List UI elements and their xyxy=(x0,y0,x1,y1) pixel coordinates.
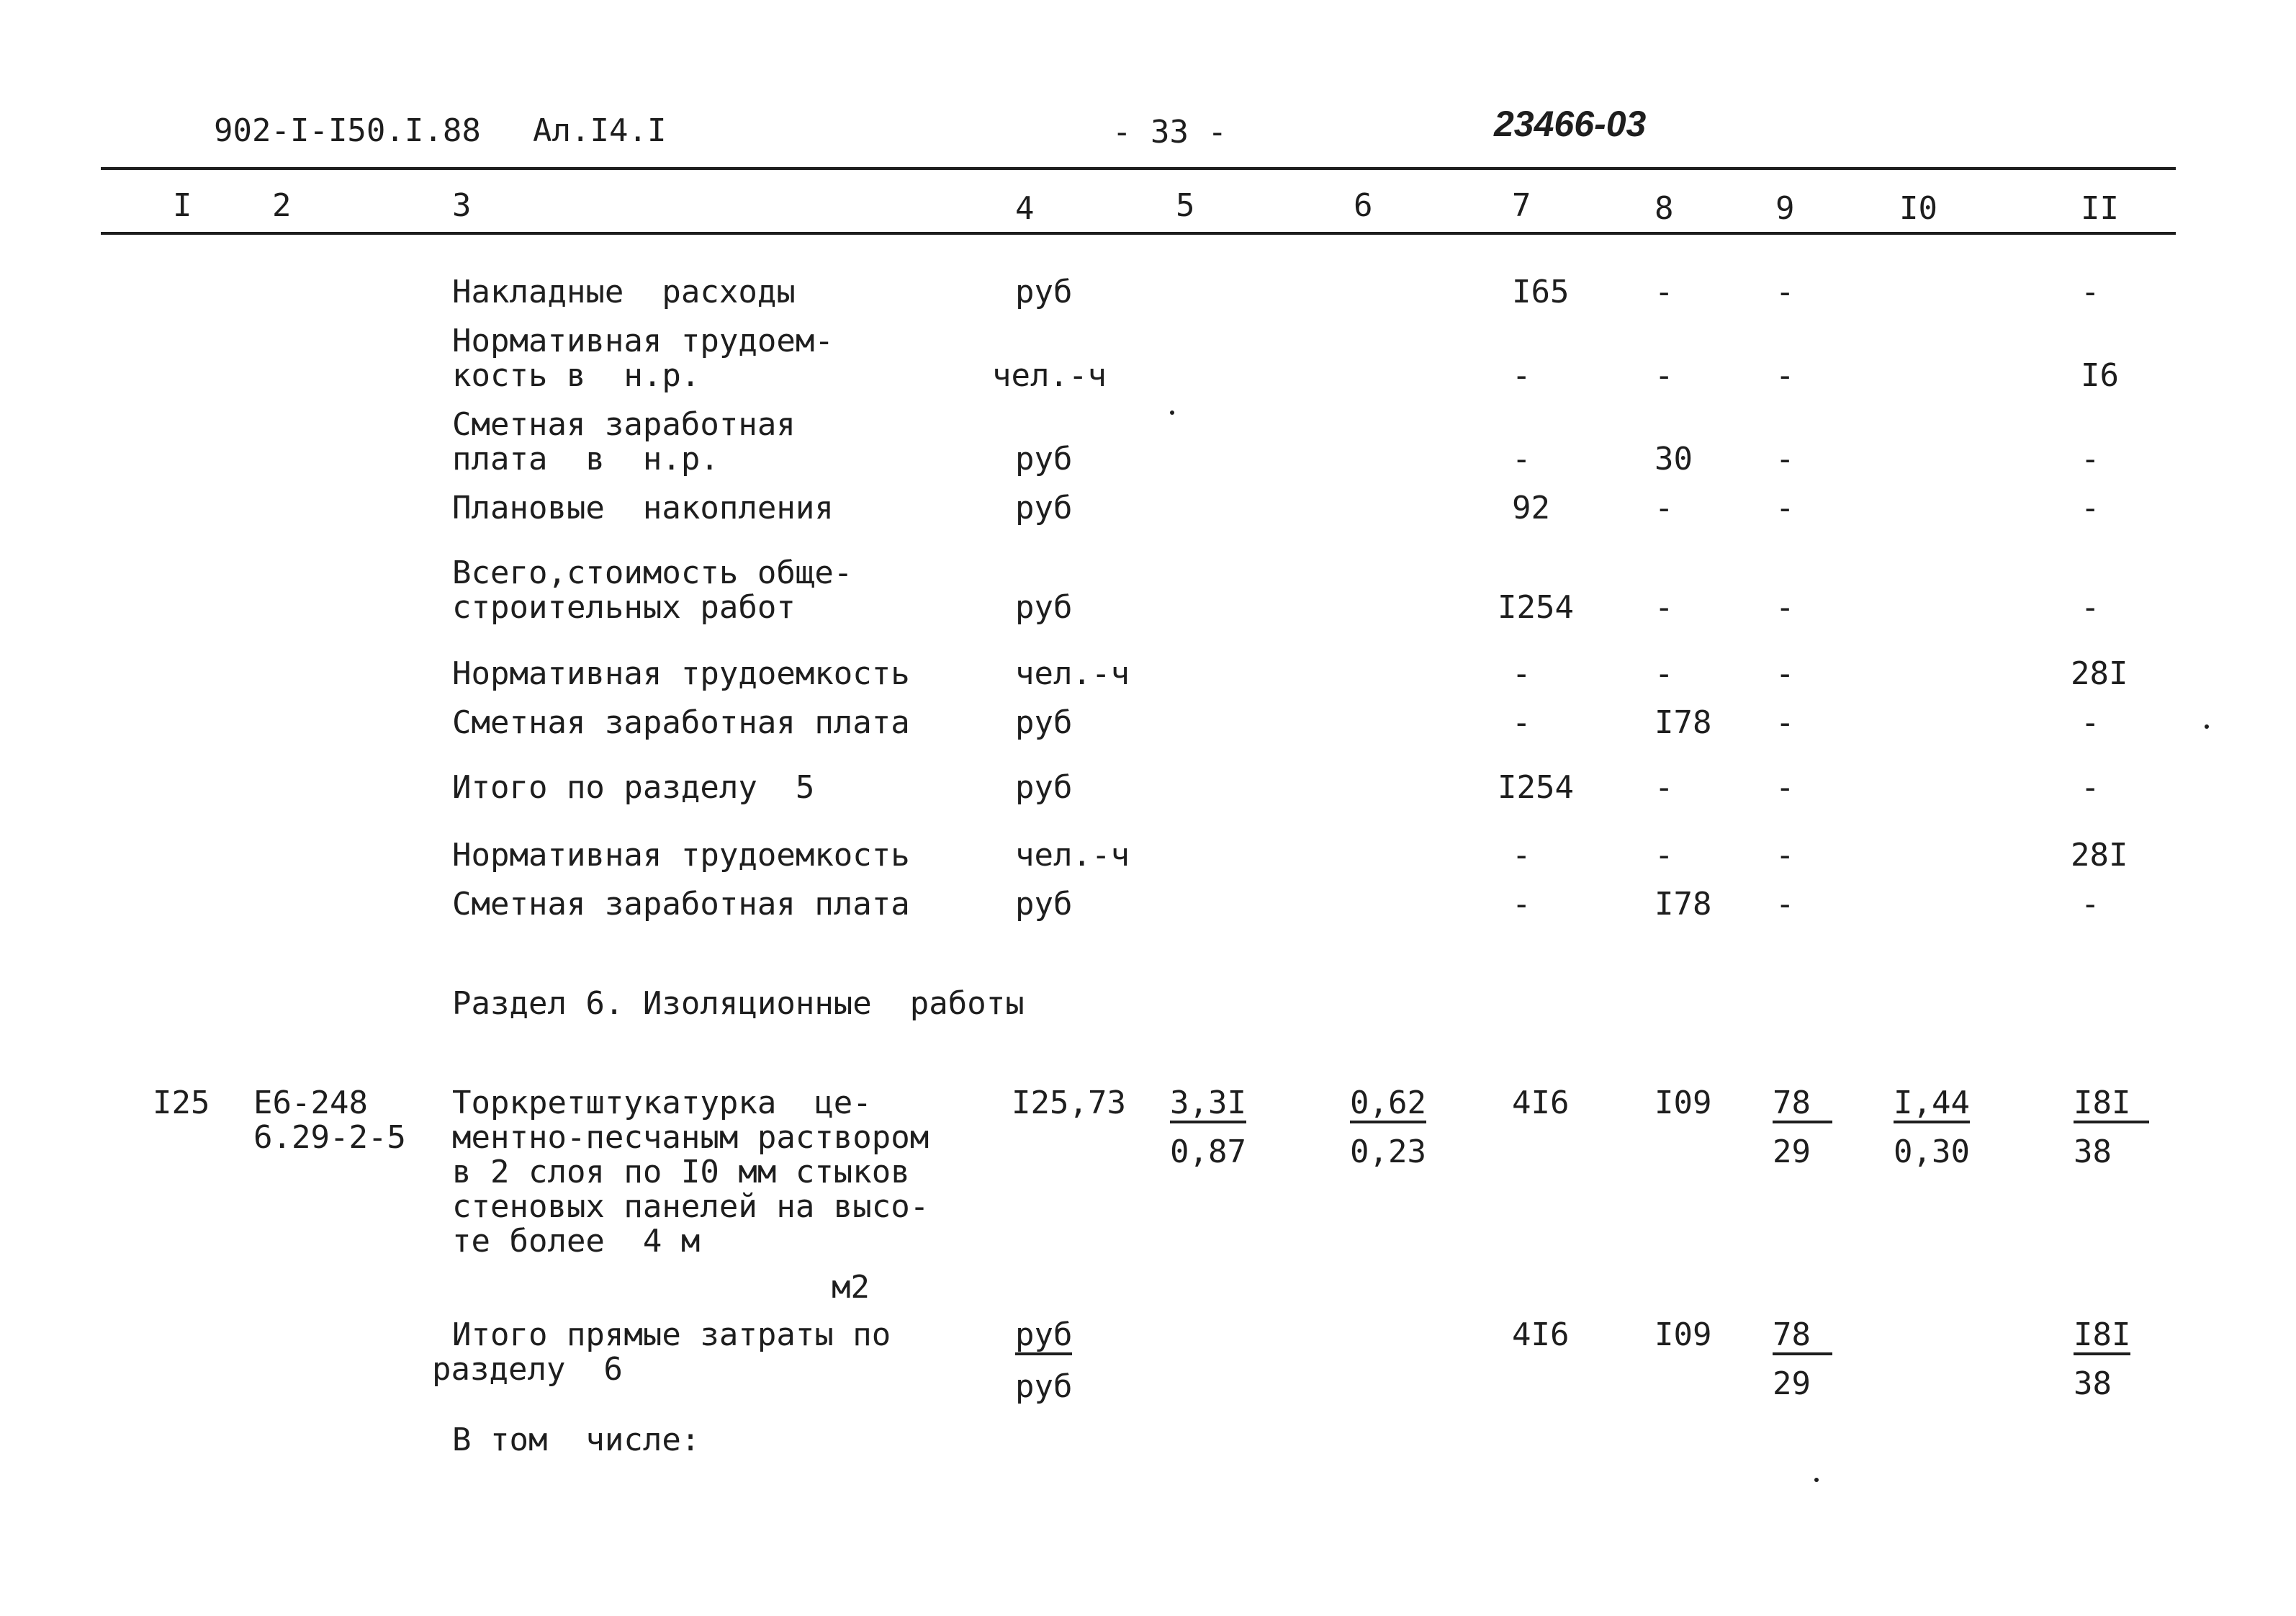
row-unit: чел.-ч xyxy=(1015,837,1130,874)
including-label: В том числе: xyxy=(452,1422,701,1458)
row-name-line2: плата в н.р. xyxy=(452,441,719,477)
total-name-line2: разделу 6 xyxy=(432,1351,623,1388)
row-name: Сметная заработная плата xyxy=(452,704,910,741)
column-header-1: I xyxy=(173,187,192,224)
section-title: Раздел 6. Изоляционные работы xyxy=(452,985,1025,1022)
item-col11-top: I8I xyxy=(2074,1086,2149,1123)
column-header-2: 2 xyxy=(272,187,292,224)
column-header-3: 3 xyxy=(452,187,472,224)
stray-dot xyxy=(1814,1478,1819,1482)
total-col9-top: 78 xyxy=(1773,1318,1832,1355)
row-col8: - xyxy=(1655,490,1674,526)
item-col5-bottom: 0,87 xyxy=(1170,1134,1246,1170)
stray-dot xyxy=(2205,724,2209,729)
row-name-line1: Всего,стоимость обще- xyxy=(452,555,853,591)
item-number: I25 xyxy=(153,1085,210,1121)
row-col11: - xyxy=(2081,886,2100,923)
row-col11: 28I xyxy=(2071,655,2128,692)
row-name-line2: кость в н.р. xyxy=(452,357,701,394)
row-col9: - xyxy=(1775,589,1795,626)
row-unit: руб xyxy=(1015,589,1073,626)
total-col8: I09 xyxy=(1655,1316,1712,1353)
row-name-line1: Сметная заработная xyxy=(452,406,796,443)
row-col11: 28I xyxy=(2071,837,2128,874)
item-col8: I09 xyxy=(1655,1085,1712,1121)
row-name-line1: Нормативная трудоем- xyxy=(452,323,834,359)
row-unit: руб xyxy=(1015,274,1073,310)
item-code-secondary: 6.29-2-5 xyxy=(253,1119,406,1156)
column-header-8: 8 xyxy=(1655,190,1674,227)
row-col8: - xyxy=(1655,655,1674,692)
row-col8: - xyxy=(1655,837,1674,874)
row-col11: - xyxy=(2081,490,2100,526)
row-unit: чел.-ч xyxy=(1015,655,1130,692)
item-description-line: те более 4 м xyxy=(452,1223,701,1260)
inventory-number: 23466-03 xyxy=(1494,104,1647,144)
row-col9: - xyxy=(1775,655,1795,692)
column-header-9: 9 xyxy=(1775,190,1795,227)
row-unit: руб xyxy=(1015,704,1073,741)
item-code-primary: Е6-248 xyxy=(253,1085,368,1121)
row-col11: I6 xyxy=(2081,357,2119,394)
item-col9-bottom: 29 xyxy=(1773,1134,1811,1170)
row-col9: - xyxy=(1775,441,1795,477)
row-name: Сметная заработная плата xyxy=(452,886,910,923)
item-col10-top: I,44 xyxy=(1894,1086,1970,1123)
row-col9: - xyxy=(1775,274,1795,310)
row-col8: - xyxy=(1655,357,1674,394)
column-header-5: 5 xyxy=(1176,187,1195,224)
total-name-line1: Итого прямые затраты по xyxy=(452,1316,891,1353)
row-col8: I78 xyxy=(1655,886,1712,923)
item-col6-top: 0,62 xyxy=(1350,1086,1426,1123)
row-col8: I78 xyxy=(1655,704,1712,741)
row-name: Нормативная трудоемкость xyxy=(452,837,910,874)
column-header-4: 4 xyxy=(1015,190,1035,227)
row-col7: - xyxy=(1512,357,1531,394)
row-col7: I254 xyxy=(1498,769,1574,806)
row-col7: - xyxy=(1512,837,1531,874)
row-unit: руб xyxy=(1015,886,1073,923)
row-name: Накладные расходы xyxy=(452,274,796,310)
item-description-line: в 2 слоя по I0 мм стыков xyxy=(452,1154,910,1190)
row-col7: - xyxy=(1512,704,1531,741)
column-header-rule xyxy=(101,232,2176,235)
row-col9: - xyxy=(1775,886,1795,923)
column-header-11: II xyxy=(2081,190,2119,227)
sheet-label: Ал.I4.I xyxy=(533,112,667,149)
row-col7: - xyxy=(1512,441,1531,477)
item-col9-top: 78 xyxy=(1773,1086,1832,1123)
row-unit: руб xyxy=(1015,441,1073,477)
document-code: 902-I-I50.I.88 xyxy=(214,112,481,149)
total-col11-bottom: 38 xyxy=(2074,1365,2112,1402)
total-unit-bottom: руб xyxy=(1015,1368,1073,1405)
row-col8: 30 xyxy=(1655,441,1693,477)
item-unit: м2 xyxy=(832,1269,870,1306)
row-col11: - xyxy=(2081,704,2100,741)
column-header-7: 7 xyxy=(1512,187,1531,224)
row-col7: I254 xyxy=(1498,589,1574,626)
page-number: - 33 - xyxy=(1112,114,1227,151)
total-unit-top: руб xyxy=(1015,1318,1072,1355)
row-col7: 92 xyxy=(1512,490,1550,526)
row-col8: - xyxy=(1655,589,1674,626)
row-col8: - xyxy=(1655,274,1674,310)
item-description-line: Торкретштукатурка це- xyxy=(452,1085,872,1121)
total-col11-top: I8I xyxy=(2074,1318,2130,1355)
stray-dot xyxy=(1170,410,1174,415)
row-col9: - xyxy=(1775,490,1795,526)
row-col7: - xyxy=(1512,655,1531,692)
item-description-line: стеновых панелей на высо- xyxy=(452,1188,929,1225)
row-unit: чел.-ч xyxy=(992,357,1107,394)
row-col11: - xyxy=(2081,769,2100,806)
row-name: Плановые накопления xyxy=(452,490,834,526)
column-header-10: I0 xyxy=(1899,190,1937,227)
row-col7: I65 xyxy=(1512,274,1570,310)
item-col6-bottom: 0,23 xyxy=(1350,1134,1426,1170)
total-col9-bottom: 29 xyxy=(1773,1365,1811,1402)
row-name: Итого по разделу 5 xyxy=(452,769,815,806)
row-name: Нормативная трудоемкость xyxy=(452,655,910,692)
row-col9: - xyxy=(1775,769,1795,806)
row-col11: - xyxy=(2081,274,2100,310)
row-col9: - xyxy=(1775,704,1795,741)
header-top-rule xyxy=(101,167,2176,170)
item-description-line: ментно-песчаным раствором xyxy=(452,1119,929,1156)
total-col7: 4I6 xyxy=(1512,1316,1570,1353)
column-header-6: 6 xyxy=(1354,187,1373,224)
item-col7: 4I6 xyxy=(1512,1085,1570,1121)
item-col5-top: 3,3I xyxy=(1170,1086,1246,1123)
row-col9: - xyxy=(1775,837,1795,874)
row-col11: - xyxy=(2081,589,2100,626)
item-col11-bottom: 38 xyxy=(2074,1134,2112,1170)
row-col11: - xyxy=(2081,441,2100,477)
row-name-line2: строительных работ xyxy=(452,589,796,626)
item-quantity: I25,73 xyxy=(1012,1085,1126,1121)
row-unit: руб xyxy=(1015,769,1073,806)
row-unit: руб xyxy=(1015,490,1073,526)
item-col10-bottom: 0,30 xyxy=(1894,1134,1970,1170)
row-col9: - xyxy=(1775,357,1795,394)
row-col8: - xyxy=(1655,769,1674,806)
row-col7: - xyxy=(1512,886,1531,923)
